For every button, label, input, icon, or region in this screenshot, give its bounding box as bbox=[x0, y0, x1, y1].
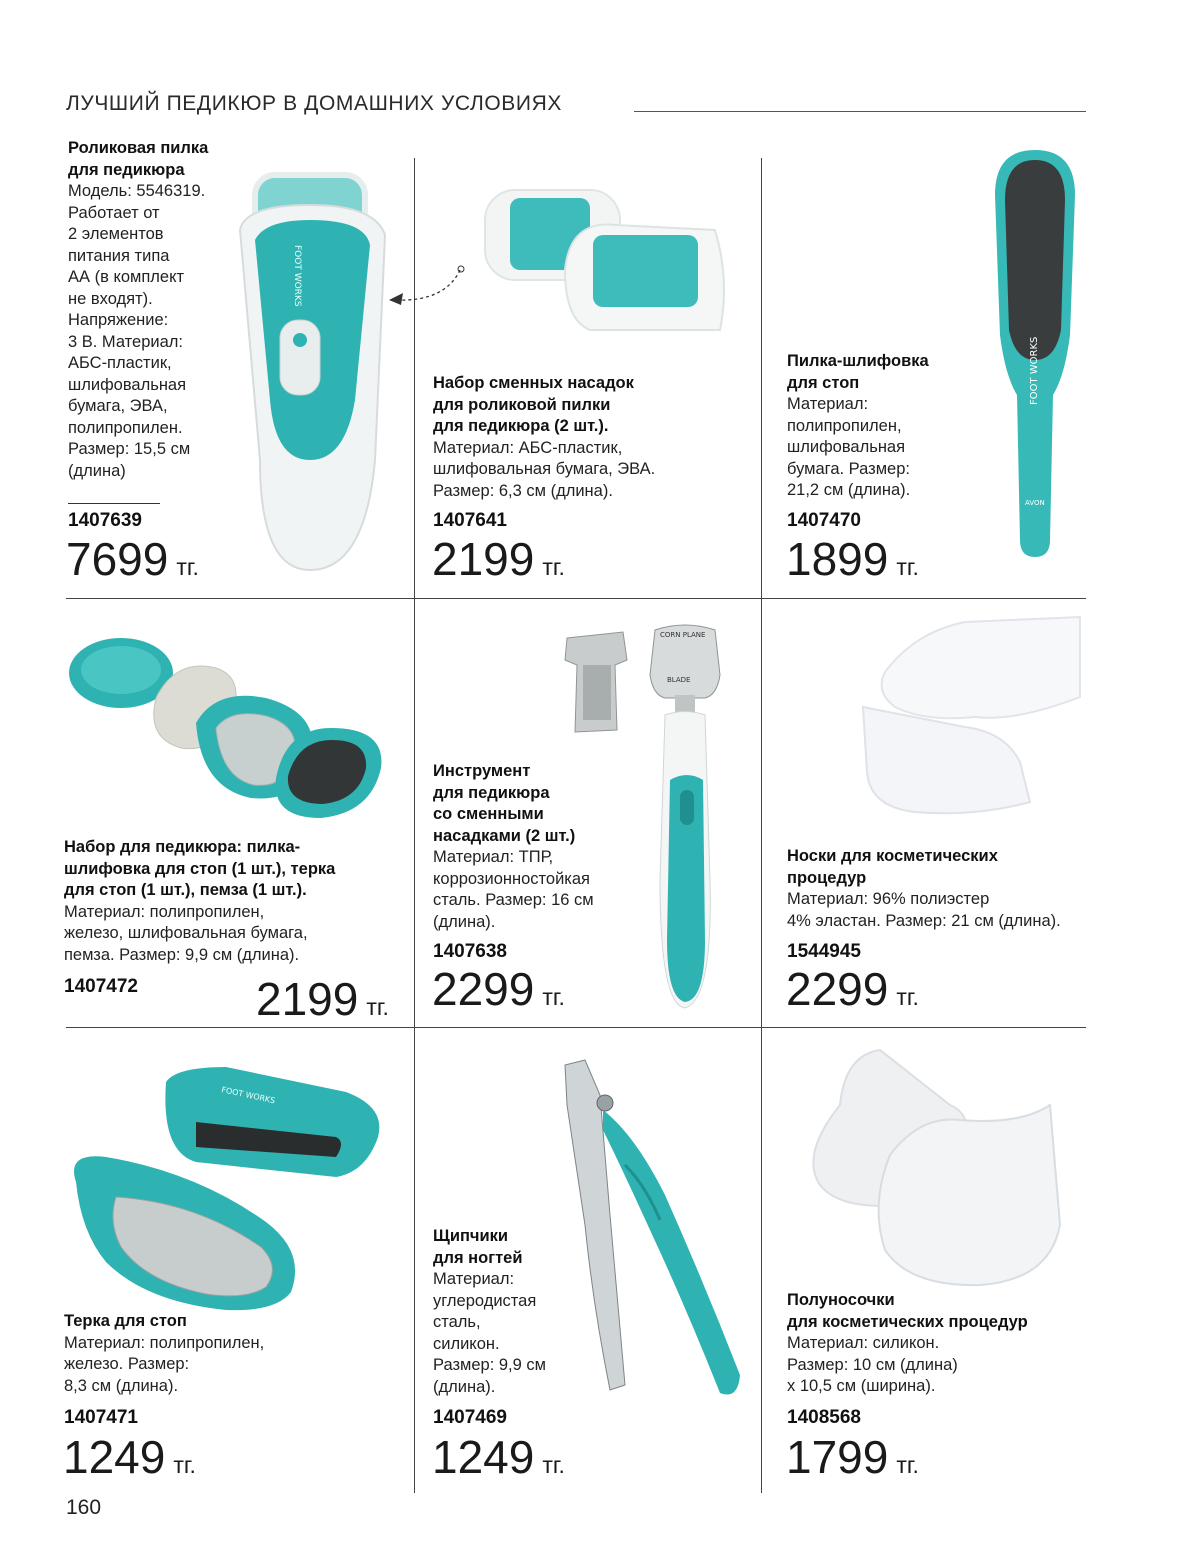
product-description bbox=[433, 373, 753, 502]
roller-heads-icon bbox=[475, 180, 735, 350]
brand-mark: CORN PLANE bbox=[660, 631, 706, 639]
product-name: Набор сменных насадок для роликовой пилки для педикюра (2 шт.). bbox=[433, 374, 634, 435]
foot-file-icon bbox=[985, 145, 1085, 565]
price-currency: тг. bbox=[896, 554, 919, 580]
product-price bbox=[786, 963, 919, 1020]
product-code: 1407471 bbox=[64, 1407, 138, 1428]
price-value: 7699 bbox=[66, 533, 169, 585]
product-code: 1408568 bbox=[787, 1407, 861, 1428]
grid-divider-horizontal-1 bbox=[66, 598, 1086, 599]
product-code: 1407639 bbox=[68, 510, 142, 531]
product-description bbox=[787, 1290, 1097, 1398]
brand-mark: FOOT WORKS bbox=[220, 1085, 276, 1106]
pedicure-set-icon bbox=[66, 628, 396, 833]
page-title: ЛУЧШИЙ ПЕДИКЮР В ДОМАШНИХ УСЛОВИЯХ bbox=[66, 92, 562, 115]
product-code: 1407469 bbox=[433, 1407, 507, 1428]
product-name: Набор для педикюра: пилка- шлифовка для стоп (1 шт.), терка для стоп (1 шт.), пемза (1 шт.). bbox=[64, 838, 336, 899]
product-price bbox=[432, 963, 565, 1020]
price-currency: тг. bbox=[542, 554, 565, 580]
price-value: 1899 bbox=[786, 533, 889, 585]
product-details: Материал: полипропилен, железо. Размер: 8,3 см (длина). bbox=[64, 1333, 265, 1395]
price-value: 1249 bbox=[63, 1431, 166, 1483]
price-currency: тг. bbox=[896, 984, 919, 1010]
heel-socks-icon bbox=[800, 1045, 1070, 1290]
product-price bbox=[786, 1431, 919, 1488]
price-value: 1799 bbox=[786, 1431, 889, 1483]
price-currency: тг. bbox=[176, 554, 199, 580]
product-details: Материал: углеродистая сталь, силикон. Размер: 9,9 см (длина). bbox=[433, 1270, 546, 1396]
product-code: 1407472 bbox=[64, 976, 138, 997]
product-price bbox=[63, 1431, 196, 1488]
product-name: Полуносочки для косметических процедур bbox=[787, 1291, 1028, 1331]
product-name: Щипчики для ногтей bbox=[433, 1227, 523, 1267]
price-value: 2299 bbox=[432, 963, 535, 1015]
product-name: Пилка-шлифовка для стоп bbox=[787, 352, 929, 392]
code-rule bbox=[68, 503, 160, 504]
price-value: 2199 bbox=[432, 533, 535, 585]
price-currency: тг. bbox=[542, 1452, 565, 1478]
product-price bbox=[786, 533, 919, 590]
product-code: 1544945 bbox=[787, 941, 861, 962]
product-details: Материал: силикон. Размер: 10 см (длина) х 10,5 см (ширина). bbox=[787, 1334, 958, 1395]
price-currency: тг. bbox=[173, 1452, 196, 1478]
product-details: Материал: АБС-пластик, шлифовальная бумага, ЭВА. Размер: 6,3 см (длина). bbox=[433, 438, 656, 500]
product-name: Инструмент для педикюра со сменными насадками (2 шт.) bbox=[433, 762, 576, 845]
product-code: 1407641 bbox=[433, 510, 507, 531]
product-description bbox=[787, 351, 962, 502]
nail-clipper-icon bbox=[555, 1055, 750, 1400]
price-currency: тг. bbox=[366, 994, 389, 1020]
roller-file-icon bbox=[225, 160, 425, 580]
product-description bbox=[64, 1311, 394, 1397]
brand-mark: FOOT WORKS bbox=[292, 245, 302, 307]
brand-mark: BLADE bbox=[667, 676, 691, 684]
product-price bbox=[66, 533, 199, 590]
socks-icon bbox=[855, 612, 1085, 822]
corn-plane-icon bbox=[555, 620, 755, 1015]
product-details: Материал: ТПР, коррозионностойкая сталь. Размер: 16 см (длина). bbox=[433, 848, 594, 931]
product-code: 1407638 bbox=[433, 941, 507, 962]
product-description bbox=[787, 846, 1097, 932]
brand-mark: AVON bbox=[1025, 499, 1045, 507]
price-value: 2299 bbox=[786, 963, 889, 1015]
product-code: 1407470 bbox=[787, 510, 861, 531]
product-price bbox=[432, 533, 565, 590]
product-details: Материал: полипропилен, железо, шлифовальная бумага, пемза. Размер: 9,9 см (длина). bbox=[64, 902, 308, 964]
grid-divider-horizontal-2 bbox=[66, 1027, 1086, 1028]
brand-mark: FOOT WORKS bbox=[1029, 336, 1040, 405]
page-number: 160 bbox=[66, 1496, 102, 1519]
product-price bbox=[432, 1431, 565, 1488]
arrow-icon bbox=[385, 262, 475, 312]
product-details: Материал: 96% полиэстер 4% эластан. Размер: 21 см (длина). bbox=[787, 890, 1061, 930]
product-details: Модель: 5546319. Работает от 2 элементов питания типа АА (в комплект не входят). Напряжение: 3 В. Материал: АБС-пластик, шлифовальная бумага, ЭВА, полипропилен. Размер: 15,5 см (длина) bbox=[68, 182, 206, 480]
product-name: Роликовая пилка для педикюра bbox=[68, 139, 209, 179]
product-description bbox=[64, 837, 394, 966]
title-rule bbox=[634, 111, 1086, 112]
product-name: Терка для стоп bbox=[64, 1312, 187, 1330]
product-price bbox=[256, 973, 389, 1030]
product-name: Носки для косметических процедур bbox=[787, 847, 998, 887]
foot-grater-icon bbox=[66, 1062, 386, 1312]
price-currency: тг. bbox=[896, 1452, 919, 1478]
price-value: 2199 bbox=[256, 973, 359, 1025]
price-currency: тг. bbox=[542, 984, 565, 1010]
product-description bbox=[68, 138, 238, 482]
grid-divider-vertical-2 bbox=[761, 158, 762, 1493]
product-details: Материал: полипропилен, шлифовальная бумага. Размер: 21,2 см (длина). bbox=[787, 395, 911, 499]
price-value: 1249 bbox=[432, 1431, 535, 1483]
